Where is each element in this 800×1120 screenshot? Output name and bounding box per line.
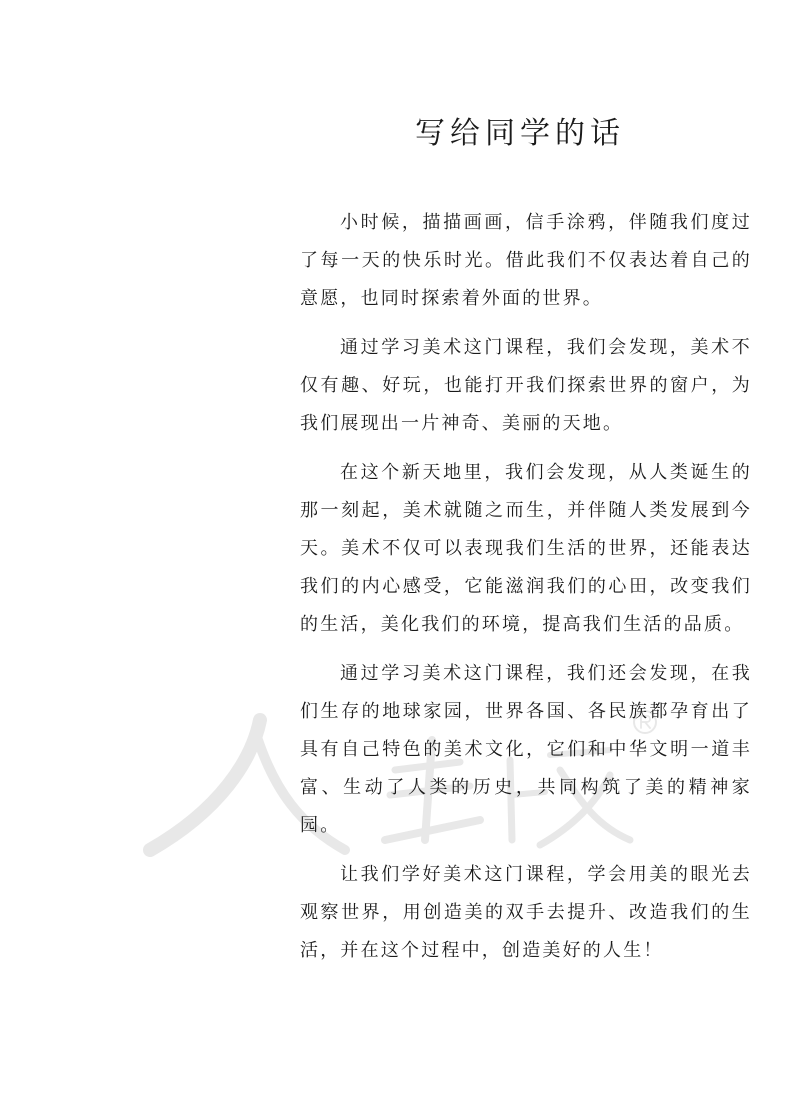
paragraph: 让我们学好美术这门课程，学会用美的眼光去观察世界，用创造美的双手去提升、改造我们的生活，并在这个过程中，创造美好的人生！ [300, 864, 752, 961]
letter-body [300, 204, 752, 981]
paragraph: 通过学习美术这门课程，我们还会发现，在我们生存的地球家园，世界各国、各民族都孕育出了具有自己特色的美术文化，它们和中华文明一道丰富、生动了人类的历史，共同构筑了美的精神家园。 [300, 663, 752, 836]
paragraph: 通过学习美术这门课程，我们会发现，美术不仅有趣、好玩，也能打开我们探索世界的窗户，为我们展现出一片神奇、美丽的天地。 [300, 337, 752, 434]
paragraph: 在这个新天地里，我们会发现，从人类诞生的那一刻起，美术就随之而生，并伴随人类发展到今天。美术不仅可以表现我们生活的世界，还能表达我们的内心感受，它能滋润我们的心田，改变我们的生活，美化我们的环境，提高我们生活的品质。 [300, 462, 752, 635]
paragraph: 小时候，描描画画，信手涂鸦，伴随我们度过了每一天的快乐时光。借此我们不仅表达着自己的意愿，也同时探索着外面的世界。 [300, 212, 752, 309]
page-title: 写给同学的话 [415, 116, 625, 151]
